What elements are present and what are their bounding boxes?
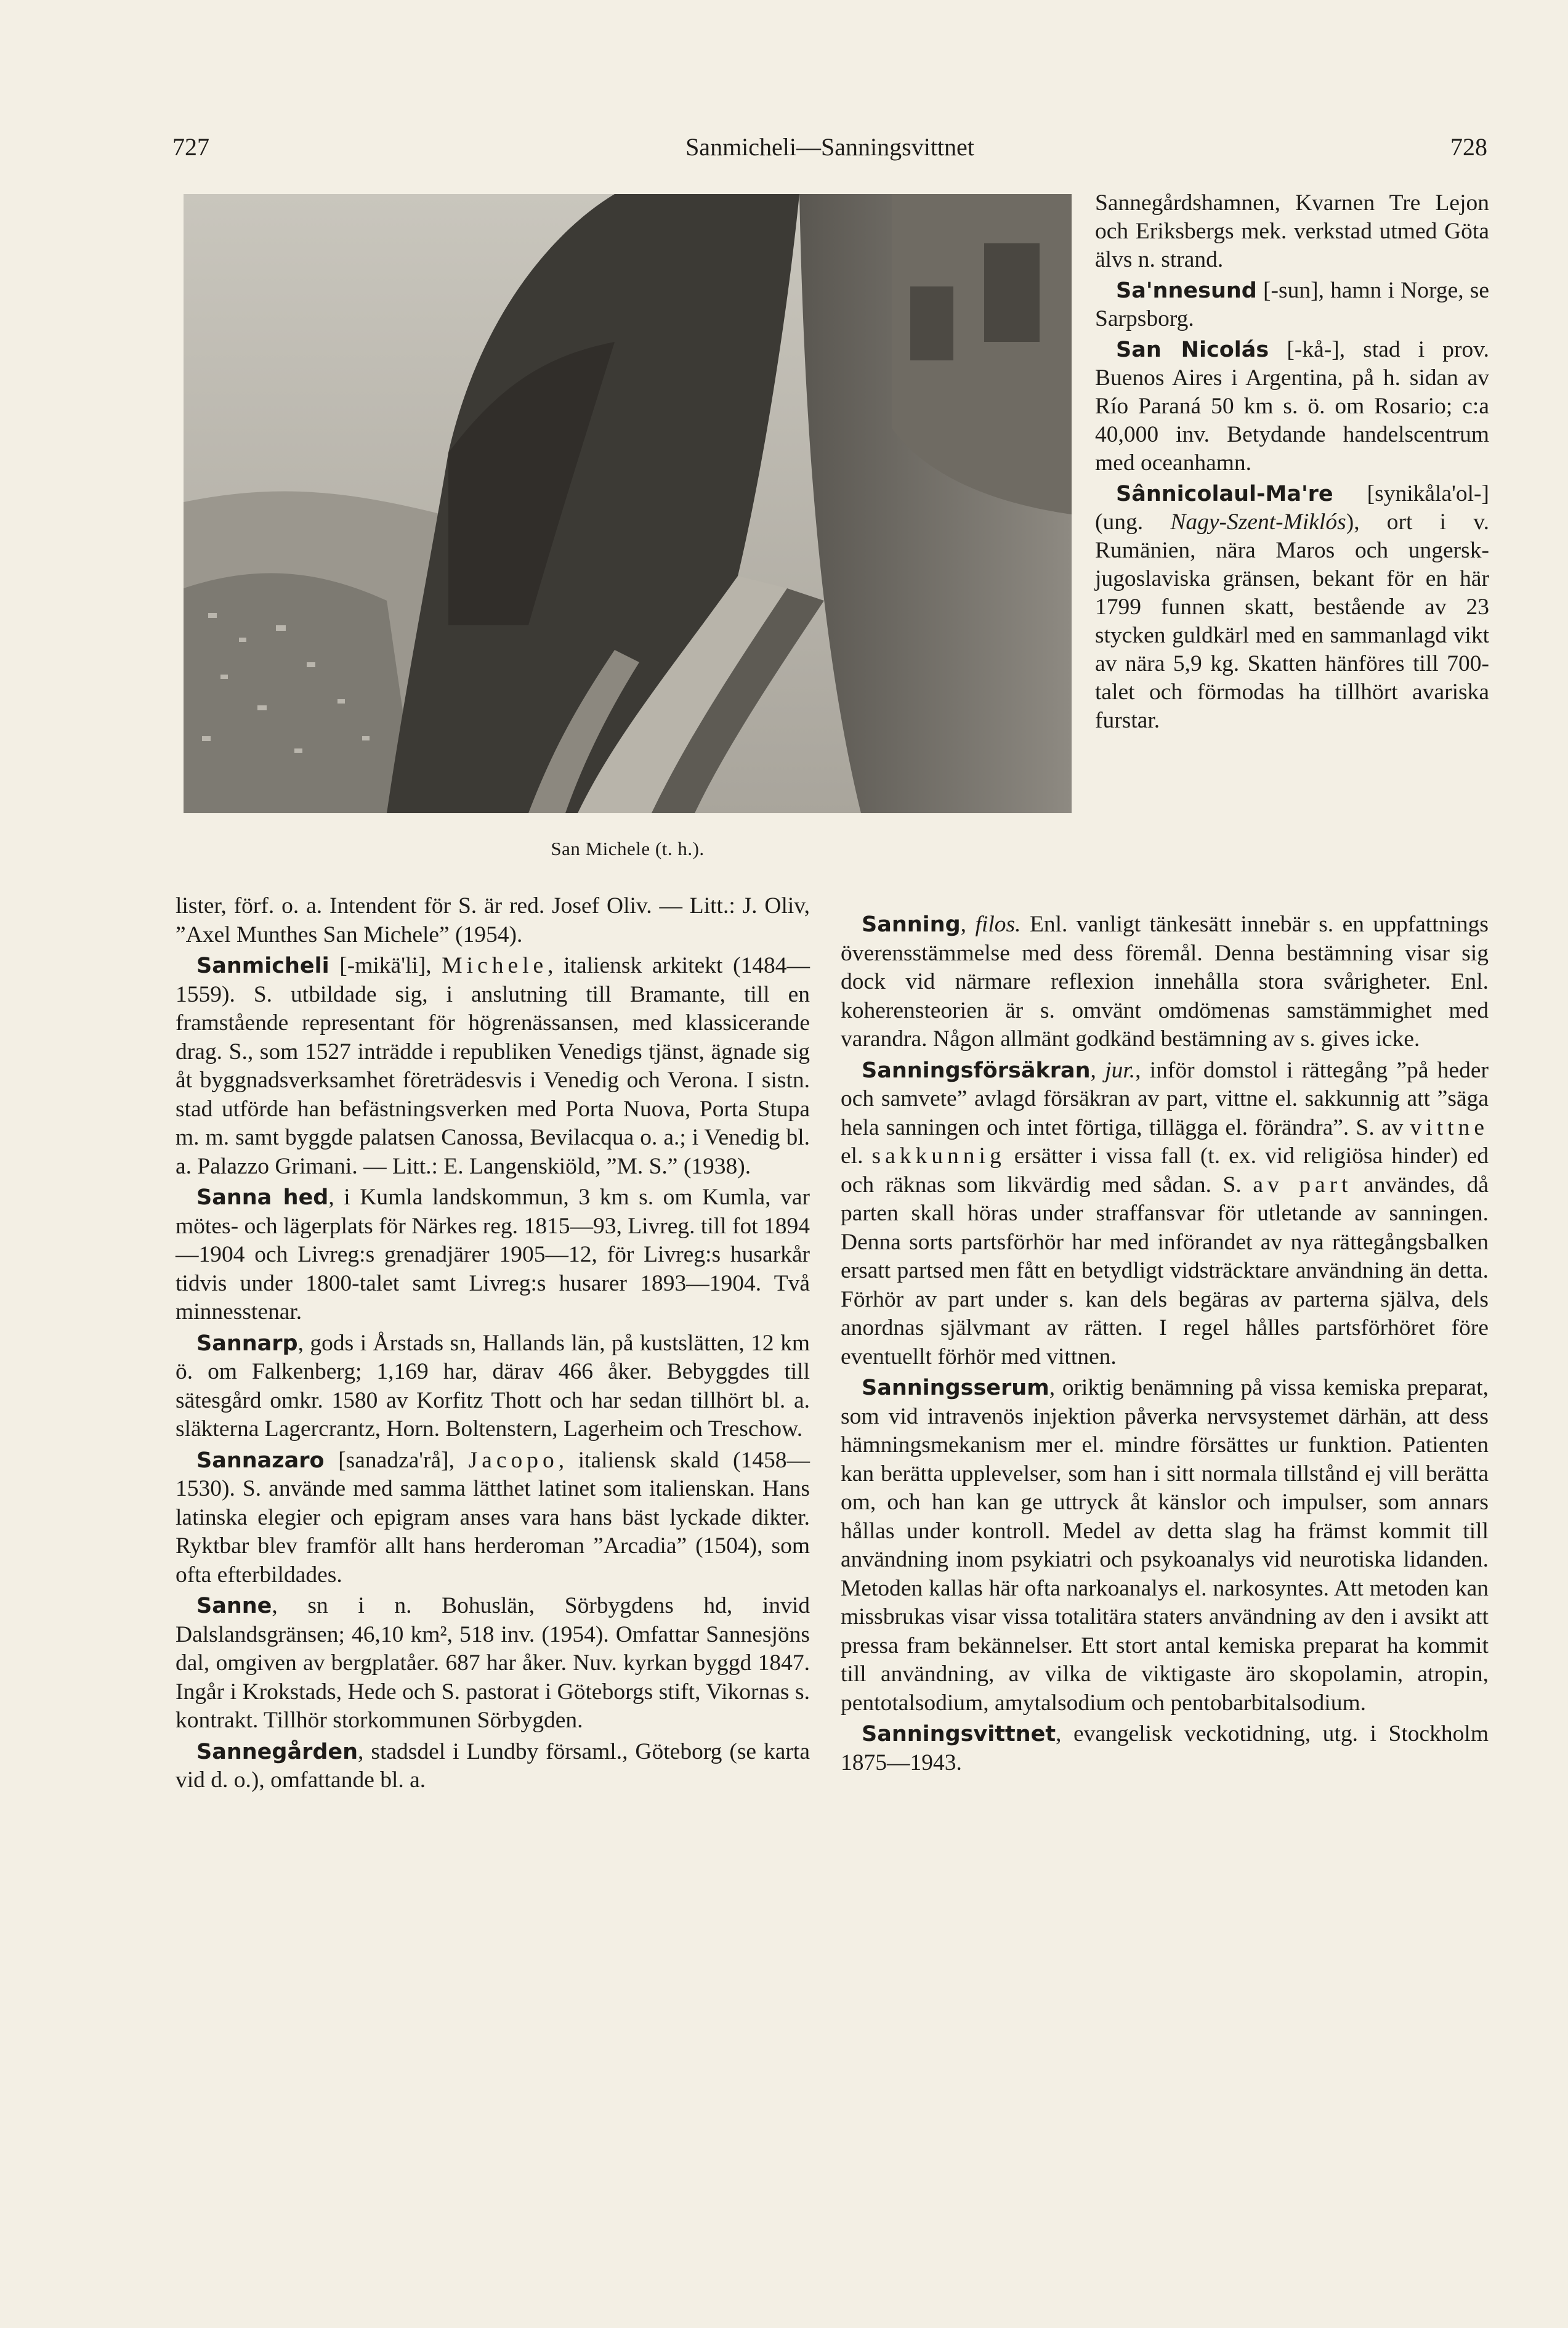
headword: Sânnicolaul-Ma're bbox=[1116, 482, 1333, 506]
headword: Sanna hed bbox=[196, 1185, 329, 1210]
headword: Sanmicheli bbox=[196, 954, 329, 978]
headword: Sa'nnesund bbox=[1116, 278, 1257, 303]
entry-sanne: Sanne, sn i n. Bohuslän, Sörbygdens hd, invid Dalslandsgränsen; 46,10 km², 518 inv. (1954). Omfattar Sannesjöns dal, omgiven av bergplatåer. 687 har åker. Nuv. kyrkan byggd 1847. Ingår i Krokstads, Hede och S. pastorat i Göteborgs stift, Vikornas s. kontrakt. Tillhör storkommunen Sörbygden. bbox=[176, 1593, 810, 1733]
subject-label: jur. bbox=[1105, 1057, 1136, 1083]
entry-sanning: Sanning, filos. Enl. vanligt tänkesätt innebär s. en uppfattnings överensstämmelse med dess föremål. Denna bestämning visar sig dock vid närmare reflexion innehålla stora svårigheter. Enl. koherensteorien är s. omvänt omdömenas samstämmighet med varandra. Någon allmänt godkänd bestämning av s. gives icke. bbox=[841, 912, 1489, 1052]
entry-sanningsvittnet: Sanningsvittnet, evangelisk veckotidning, utg. i Stockholm 1875—1943. bbox=[841, 1721, 1489, 1775]
page-number-right: 728 bbox=[1450, 133, 1487, 161]
headword: Sanning bbox=[862, 912, 961, 937]
italic-name: Nagy-Szent-Miklós bbox=[1170, 509, 1346, 535]
entry-sanna-hed: Sanna hed, i Kumla landskommun, 3 km s. om Kumla, var mötes- och lägerplats för Närkes reg. 1815—93, Livreg. till fot 1894—1904 och Livreg:s grenadjärer 1905—12, för Livreg:s husarkår tidvis under 1800-talet samt Livreg:s husarer 1893—1904. Två minnesstenar. bbox=[176, 1185, 810, 1324]
continuation-text: Sannegårdshamnen, Kvarnen Tre Lejon och Eriksbergs mek. verkstad utmed Göta älvs n. strand. bbox=[1095, 190, 1489, 272]
page-header bbox=[172, 132, 1487, 169]
continuation-text: lister, förf. o. a. Intendent för S. är red. Josef Oliv. — Litt.: J. Oliv, ”Axel Munthes San Michele” (1954). bbox=[176, 893, 810, 947]
headword: Sannazaro bbox=[196, 1448, 325, 1473]
spaced-name: Jacopo bbox=[468, 1447, 559, 1473]
entry-sannesund: Sa'nnesund [-sun], hamn i Norge, se Sarpsborg. bbox=[1095, 278, 1489, 331]
left-column bbox=[176, 892, 810, 1798]
entry-sanmicheli: Sanmicheli [-mikä'li], Michele, italiensk arkitekt (1484—1559). S. utbildade sig, i anslutning till Bramante, till en framstående representant för högrenässansen, med klassicerande drag. S., som 1527 inträdde i republiken Venedigs tjänst, ägnade sig åt byggnadsverksamhet företrädesvis i Venedig och Verona. I sistn. stad utförde han befästningsverken med Porta Nuova, Porta Stupa m. m. samt byggde palatsen Canossa, Bevilacqua o. a.; i Venedig bl. a. Palazzo Grimani. — Litt.: E. Langenskiöld, ”M. S.” (1938). bbox=[176, 953, 810, 1179]
headword: Sanne bbox=[196, 1594, 272, 1618]
entry-san-nicolas: San Nicolás [-kå-], stad i prov. Buenos Aires i Argentina, på h. sidan av Río Paraná 50 km s. ö. om Rosario; c:a 40,000 inv. Betydande handelscentrum med oceanhamn. bbox=[1095, 337, 1489, 476]
right-column bbox=[841, 911, 1489, 1780]
spaced-name: Michele bbox=[442, 953, 548, 978]
right-column-top bbox=[1095, 189, 1489, 737]
entry-sannegarden: Sannegården, stadsdel i Lundby församl., Göteborg (se karta vid d. o.), omfattande bl. a. bbox=[176, 1738, 810, 1793]
san-michele-photo bbox=[184, 194, 1072, 813]
headword: San Nicolás bbox=[1116, 338, 1269, 362]
headword: Sanningsserum bbox=[862, 1376, 1049, 1400]
subject-label: filos. bbox=[975, 912, 1021, 937]
headword: Sanningsvittnet bbox=[862, 1722, 1056, 1746]
entry-sanningsserum: Sanningsserum, oriktig benämning på vissa kemiska preparat, som vid intravenös injektion påverka nervsystemet därhän, att dess hämningsmekanism mer el. mindre försättes ur funktion. Patienten kan berätta upplevelser, som han i sitt normala tillstånd ej vill berätta om, och han kan ge uttryck åt känslor och impulser, som annars hållas under kontroll. Medel av detta slag ha främst kommit till användning inom psykiatri och psykoanalys vid neurotiska lidanden. Metoden kallas här ofta narkoanalys el. narkosyntes. Att metoden kan missbrukas visar vissa totalitära staters användning av den i avsikt att pressa fram bekännelser. Ett stort antal kemiska preparat ha kommit till användning, av vilka de viktigaste äro skopolamin, atropin, pentotalsodium, amytalsodium och pentobarbitalsodium. bbox=[841, 1375, 1489, 1716]
page-number-left: 727 bbox=[172, 133, 209, 161]
entry-sannarp: Sannarp, gods i Årstads sn, Hallands län, på kustslätten, 12 km ö. om Falkenberg; 1,169 har, därav 466 åker. Bebyggdes till sätesgård omkr. 1580 av Korfitz Thott och har sedan tillhört bl. a. släkterna Lagercrantz, Horn. Boltenstern, Lagerheim och Treschow. bbox=[176, 1330, 810, 1442]
photo-caption: San Michele (t. h.). bbox=[551, 838, 705, 859]
entry-sannazaro: Sannazaro [sanadza'rå], Jacopo, italiensk skald (1458—1530). S. använde med samma lätthet latinet som italienskan. Hans latinska elegier och epigram anses vara hans bäst lyckade dikter. Ryktbar blev framför allt hans herderoman ”Arcadia” (1504), som ofta efterbildades. bbox=[176, 1447, 810, 1588]
photo-illustration bbox=[184, 194, 1072, 813]
running-title: Sanmicheli—Sanningsvittnet bbox=[685, 133, 974, 161]
headword: Sannarp bbox=[196, 1331, 298, 1356]
entry-sannicolaul: Sânnicolaul-Ma're [synikåla'ol-] (ung. Nagy-Szent-Miklós), ort i v. Rumänien, nära Maros och ungersk-jugoslaviska gränsen, bekant för en här 1799 funnen skatt, bestående av 23 stycken guldkärl med en sammanlagd vikt av nära 5,9 kg. Skatten hänföres till 700-talet och förmodas ha tillhört avariska furstar. bbox=[1095, 481, 1489, 733]
entry-sanningsforsakran: Sanningsförsäkran, jur., inför domstol i rättegång ”på heder och samvete” avlagd försäkran av part, vittne el. sakkunnig att ”säga hela sanningen och intet förtiga, tillägga el. förändra”. S. av vittne el. sakkunnig ersätter i vissa fall (t. ex. vid religiösa hinder) ed och räknas som likvärdig med sådan. S. av part användes, då parten skall höras under straffansvar för utletande av sanningen. Denna sorts partsförhör har med införandet av nya rättegångsbalken ersatt partsed men fått en betydligt vidsträcktare användning än detta. Förhör av part under s. kan dels begäras av parterna själva, dels anordnas självmant av rätten. I regel hålles partsförhöret före eventuellt förhör med vittnen. bbox=[841, 1057, 1489, 1369]
headword: Sanningsförsäkran bbox=[862, 1058, 1091, 1083]
headword: Sannegården bbox=[196, 1739, 358, 1764]
